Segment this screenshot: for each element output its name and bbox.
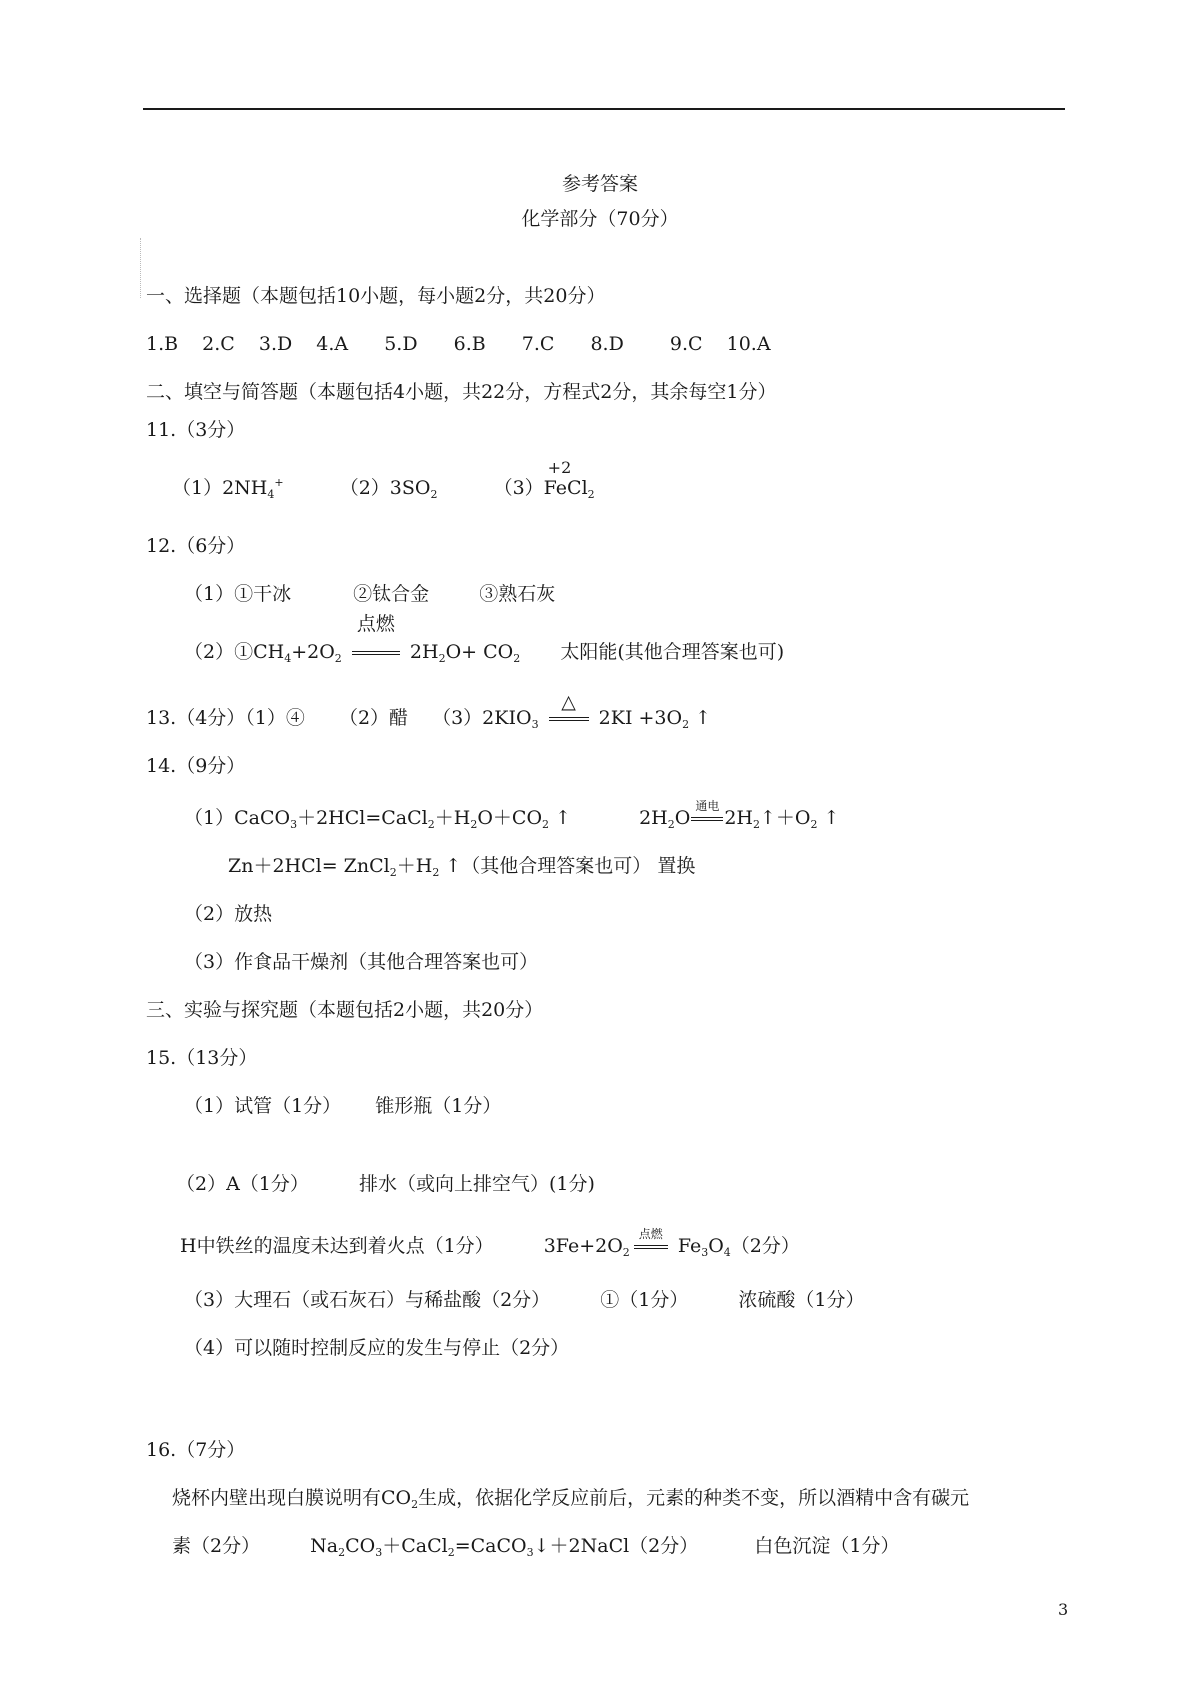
q15-line-1: （1）试管（1分） 锥形瓶（1分）: [184, 1095, 502, 1117]
section-2-heading: 二、填空与简答题（本题包括4小题，共22分，方程式2分，其余每空1分）: [146, 381, 777, 403]
q16-line-2: 素（2分） $Na_2CO_3+CaCl_2=CaCO_3↓+2NaCl(2$分） 白色沉淀（1分）: [172, 1535, 900, 1559]
q16-label: 16.（7分）: [146, 1439, 246, 1461]
reaction-arrow-heat: △: [545, 706, 593, 730]
answer-5: 5.D: [384, 333, 418, 355]
answer-9: 9.C: [669, 333, 703, 355]
answer-3: 3.D: [258, 333, 293, 355]
page-title: 参考答案: [561, 173, 638, 195]
q12-line-2: $(2)①CH_4+2O_2$ 点燃 $2H_2O+ CO_2$ 太阳能(其他合理答案也可): [184, 613, 785, 665]
answer-7: 7.C: [521, 333, 555, 355]
answer-10: 10.A: [726, 333, 771, 355]
q14-line-4: （3）作食品干燥剂（其他合理答案也可）: [184, 951, 539, 973]
answer-6: 6.B: [453, 333, 486, 355]
answer-1: 1.B: [146, 333, 179, 355]
q11-answers: $(1)2NH_4^+$ $(2)3SO_2$ （3） +2 FeCl$_2$: [172, 458, 595, 501]
section-1-heading: 一、选择题（本题包括10小题，每小题2分，共20分）: [146, 285, 606, 307]
q14-line-3: （2）放热: [184, 903, 273, 925]
q12-line-1: （1）①干冰 ②钛合金 ③熟石灰: [184, 583, 556, 605]
choice-answers: [146, 332, 771, 356]
top-rule: [143, 108, 1065, 110]
page-number: 3: [1058, 1600, 1069, 1619]
q15-line-4: （3）大理石（或石灰石）与稀盐酸（2分） ①（1分） 浓硫酸（1分）: [184, 1289, 865, 1311]
answer-4: 4.A: [316, 333, 349, 355]
section-3-heading: 三、实验与探究题（本题包括2小题，共20分）: [146, 999, 544, 1021]
valence-marked-formula: +2 FeCl: [543, 458, 588, 499]
q12-label: 12.（6分）: [146, 535, 246, 557]
q13-line: 13.（4分）（1）④ （2）醋 $(3)2KIO_3$ △ $2KI +3O_2$ ↑: [146, 691, 712, 731]
q15-line-2: （2）A（1分） 排水（或向上排空气）(1分): [176, 1173, 595, 1195]
q14-label: 14.（9分）: [146, 755, 246, 777]
answer-2: 2.C: [202, 333, 235, 355]
q11-label: 11.（3分）: [146, 419, 246, 441]
q14-line-1: $(1)CaCO_3+2HCl=CaCl_2+H_2O+CO_2$ ↑ $2H_2O$ 通电 $2H_2↑+O_2$ ↑: [184, 799, 840, 831]
reaction-arrow-ignite: 点燃: [348, 640, 404, 664]
q14-line-2: $Zn+2HCl= ZnCl_2+H_2$ ↑（其他合理答案也可） 置换: [228, 855, 696, 879]
reaction-arrow-ignite-2: 点燃: [630, 1234, 672, 1258]
q15-line-5: （4）可以随时控制反应的发生与停止（2分）: [184, 1337, 570, 1359]
q15-label: 15.（13分）: [146, 1047, 258, 1069]
answer-8: 8.D: [590, 333, 624, 355]
margin-dots: [140, 238, 143, 298]
page-subtitle: 化学部分（70分）: [521, 208, 679, 230]
reaction-arrow-electric: 通电: [690, 806, 724, 830]
q15-line-3: H中铁丝的温度未达到着火点（1分） $3Fe+2O_2$ 点燃 $Fe_3O_4(2$分）: [180, 1227, 800, 1259]
q16-line-1: 烧杯内壁出现白膜说明有$CO_2$生成，依据化学反应前后，元素的种类不变，所以酒精中含有碳元: [172, 1487, 970, 1511]
